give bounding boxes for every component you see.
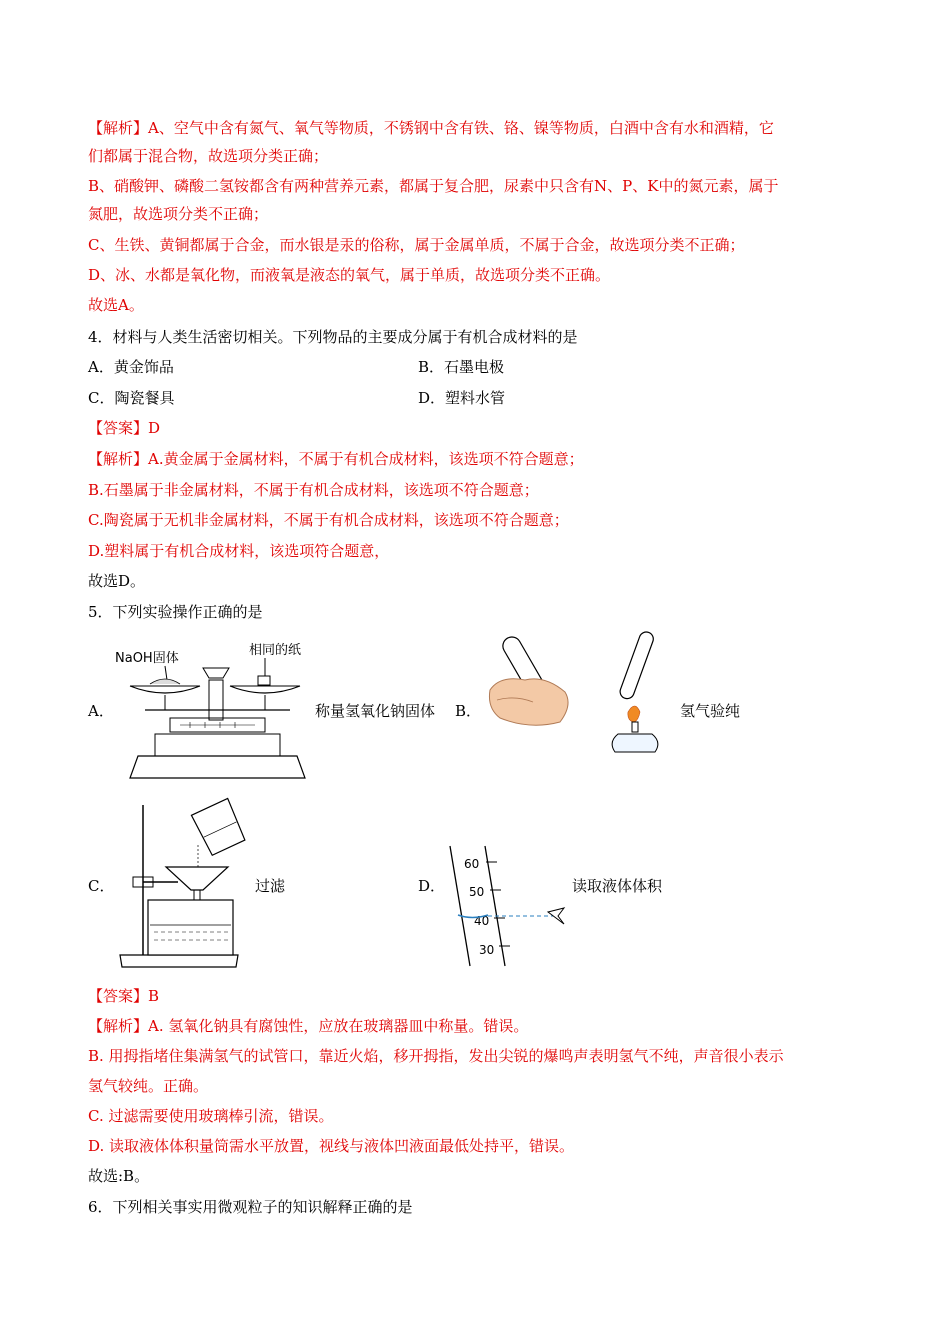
q5-option-d-letter: D． xyxy=(418,877,446,895)
q5-analysis-line-4: C. 过滤需要使用玻璃棒引流，错误。 xyxy=(88,1107,334,1125)
q4-analysis-line-4: D.塑料属于有机合成材料，该选项符合题意， xyxy=(88,542,390,560)
q3-analysis-line-3: B、硝酸钾、磷酸二氢铵都含有两种营养元素，都属于复合肥，尿素中只含有N、P、K中的氮元素，属于 xyxy=(88,177,779,195)
q4-option-d: D．塑料水管 xyxy=(418,389,506,407)
q5-option-b-caption: 氢气验纯 xyxy=(680,702,741,720)
q3-analysis-line-1: 【解析】A、空气中含有氮气、氧气等物质，不锈钢中含有铁、铬、镍等物质，白酒中含有水和酒精，它 xyxy=(88,119,774,137)
q3-analysis-line-6: D、冰、水都是氧化物，而液氧是液态的氧气，属于单质，故选项分类不正确。 xyxy=(88,266,611,284)
q6-stem: 6．下列相关事实用微观粒子的知识解释正确的是 xyxy=(88,1198,413,1216)
tick-label-60: 60 xyxy=(464,857,480,871)
q4-answer: 【答案】D xyxy=(88,419,161,437)
q5-option-c-letter: C． xyxy=(88,877,115,895)
q5-analysis-line-2: B. 用拇指堵住集满氢气的试管口，靠近火焰，移开拇指，发出尖锐的爆鸣声表明氢气不纯，声音很小表示 xyxy=(88,1047,784,1065)
q4-analysis-line-3: C.陶瓷属于无机非金属材料，不属于有机合成材料，该选项不符合题意； xyxy=(88,511,569,529)
q3-analysis-line-5: C、生铁、黄铜都属于合金，而水银是汞的俗称，属于金属单质，不属于合金，故选项分类不正确； xyxy=(88,236,745,254)
q4-option-a: A．黄金饰品 xyxy=(88,358,174,376)
q4-analysis-line-2: B.石墨属于非金属材料，不属于有机合成材料，该选项不符合题意； xyxy=(88,481,539,499)
alcohol-lamp-testtube-figure xyxy=(600,630,670,755)
q3-choice: 故选A。 xyxy=(88,296,144,314)
hand-testtube-figure xyxy=(485,630,585,730)
q4-option-c: C．陶瓷餐具 xyxy=(88,389,175,407)
q4-option-b: B．石墨电极 xyxy=(418,358,505,376)
q5-analysis-line-3: 氢气较纯。正确。 xyxy=(88,1077,209,1095)
q5-analysis-line-1: 【解析】A. 氢氧化钠具有腐蚀性，应放在玻璃器皿中称量。错误。 xyxy=(88,1017,529,1035)
tick-label-40: 40 xyxy=(474,914,490,928)
q5-option-a-caption: 称量氢氧化钠固体 xyxy=(315,702,436,720)
q5-option-b-letter: B． xyxy=(455,702,482,720)
q4-stem: 4．材料与人类生活密切相关。下列物品的主要成分属于有机合成材料的是 xyxy=(88,328,578,346)
q5-choice: 故选:B。 xyxy=(88,1167,150,1185)
q3-analysis-line-4: 氮肥，故选项分类不正确； xyxy=(88,205,269,223)
q3-analysis-line-2: 们都属于混合物，故选项分类正确； xyxy=(88,147,329,165)
tick-label-30: 30 xyxy=(479,943,495,957)
balance-figure xyxy=(115,638,310,783)
naoh-label: NaOH固体 xyxy=(115,651,179,666)
q5-analysis-line-5: D. 读取液体体积量筒需水平放置，视线与液体凹液面最低处持平，错误。 xyxy=(88,1137,575,1155)
q5-option-c-caption: 过滤 xyxy=(255,877,286,895)
q5-stem: 5．下列实验操作正确的是 xyxy=(88,603,263,621)
q5-answer: 【答案】B xyxy=(88,987,160,1005)
paper-label: 相同的纸 xyxy=(249,643,302,658)
filtration-figure xyxy=(118,795,248,970)
q5-option-d-caption: 读取液体体积 xyxy=(572,877,663,895)
q4-choice: 故选D。 xyxy=(88,572,146,590)
tick-label-50: 50 xyxy=(469,885,485,899)
q5-option-a-letter: A． xyxy=(88,702,114,720)
q4-analysis-line-1: 【解析】A.黄金属于金属材料，不属于有机合成材料，该选项不符合题意； xyxy=(88,450,584,468)
cylinder-figure xyxy=(440,842,575,970)
